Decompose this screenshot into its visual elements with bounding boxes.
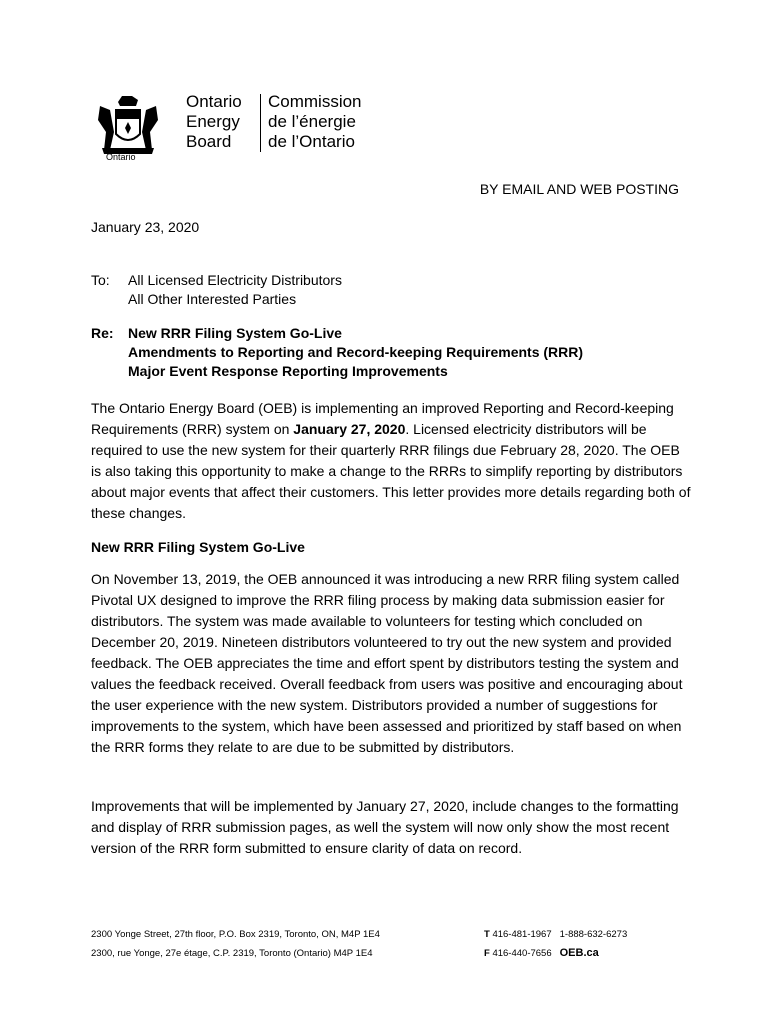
section-paragraph: On November 13, 2019, the OEB announced it was introducing a new RRR filing system called Pivotal UX designed to improve the RRR filing process by making data submission easier for distributors. The system was made available to volunteers for testing which concluded on December 20, 2019. Nineteen distributors volunteered to try out the new system and provided feedback. The OEB appreciates the time and effort spent by distributors testing the system and values the feedback received. Overall feedback from users was positive and encouraging about the user experience with the new system. Distributors provided a number of suggestions for improvements to the system, which have been assessed and prioritized by staff based on when the RRR forms they relate to are due to be submitted by distributors. [91, 571, 683, 755]
letter-date: January 23, 2020 [91, 219, 200, 235]
org-name-english [186, 92, 242, 152]
fax-label: F [484, 948, 490, 959]
intro-text: The Ontario Energy Board (OEB) is implementing an improved Reporting and Record-keeping Requirements (RRR) system on [91, 400, 674, 437]
org-en-line: Energy [186, 112, 240, 131]
org-fr-line: de l’Ontario [268, 132, 355, 151]
org-fr-line: de l’énergie [268, 112, 356, 131]
footer-contacts [484, 925, 627, 963]
recipient: All Licensed Electricity Distributors [128, 272, 342, 288]
delivery-method: BY EMAIL AND WEB POSTING [479, 181, 679, 197]
org-en-line: Ontario [186, 92, 242, 111]
subject-line: New RRR Filing System Go-Live [128, 325, 342, 341]
intro-text: . Licensed electricity distributors will be required to use the new system for their quarterly RRR filings due February 28, 2020. The OEB is also taking this opportunity to make a change to the RRRs to simplify reporting by distributors about major events that affect their customers. This letter provides more details regarding both of these changes. [91, 421, 691, 521]
crest-caption: Ontario [106, 152, 136, 162]
address-french: 2300, rue Yonge, 27e étage, C.P. 2319, Toronto (Ontario) M4P 1E4 [91, 948, 373, 959]
section-paragraph: Improvements that will be implemented by January 27, 2020, include changes to the formatting and display of RRR submission pages, as well the system will now only show the most recent version of the RRR form submitted to ensure clarity of data on record. [91, 798, 679, 856]
footer-addresses [91, 925, 380, 963]
intro-paragraph [91, 398, 691, 524]
section-heading: New RRR Filing System Go-Live [91, 539, 305, 555]
phone-row [484, 925, 627, 944]
org-fr-line: Commission [268, 92, 362, 111]
fax-row [484, 944, 627, 963]
recipient: All Other Interested Parties [128, 291, 297, 307]
org-name-french [268, 92, 362, 152]
tollfree-number: 1-888-632-6273 [559, 929, 628, 940]
subject-line: Major Event Response Reporting Improvements [128, 363, 448, 379]
to-label: To: [91, 272, 110, 288]
org-en-line: Board [186, 132, 232, 151]
letterhead-divider [260, 94, 261, 152]
re-label: Re: [91, 325, 114, 341]
tel-label: T [484, 929, 490, 940]
intro-date-emphasis: January 27, 2020 [293, 421, 406, 437]
phone-number: 416-481-1967 [492, 929, 552, 940]
website-link[interactable]: OEB.ca [559, 947, 599, 959]
fax-number: 416-440-7656 [492, 948, 552, 959]
subject-line: Amendments to Reporting and Record-keeping Requirements (RRR) [128, 344, 584, 360]
address-english: 2300 Yonge Street, 27th floor, P.O. Box 2319, Toronto, ON, M4P 1E4 [91, 929, 380, 940]
